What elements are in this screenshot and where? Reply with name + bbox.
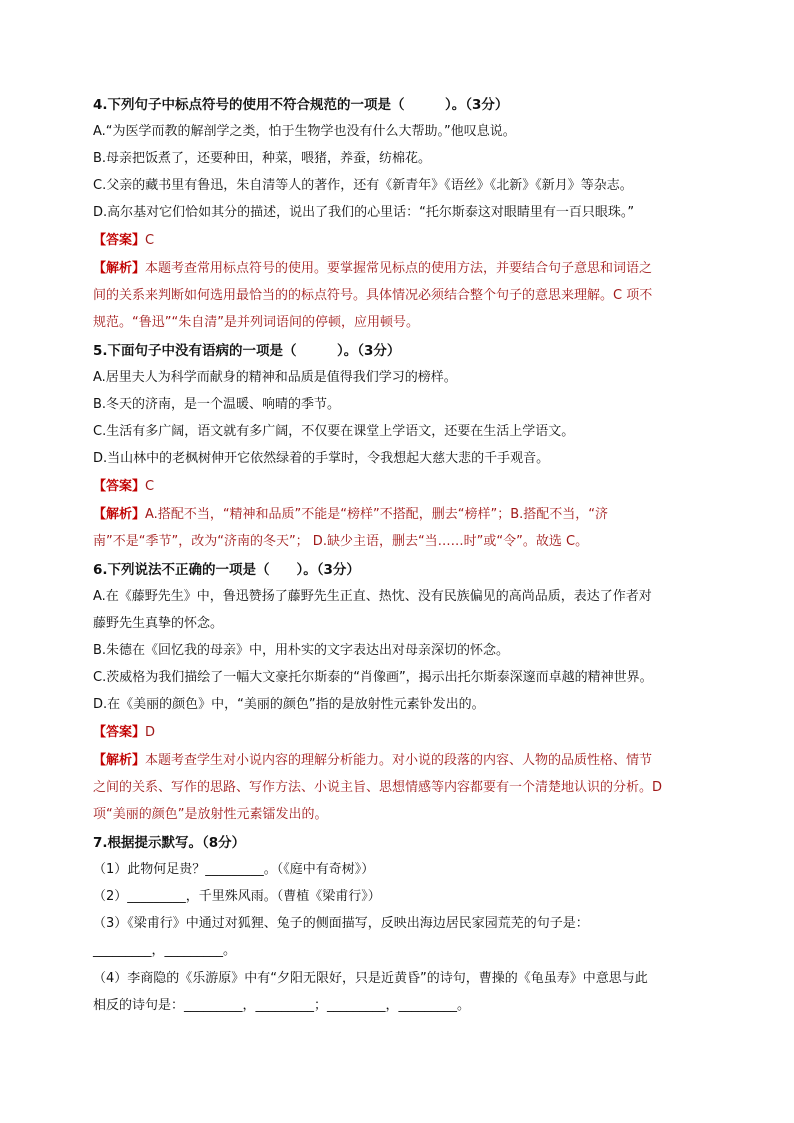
- analysis-text: 本题考查常用标点符号的使用。要掌握常见标点的使用方法，并要结合句子意思和词语之: [145, 261, 653, 276]
- answer-tag: 【答案】: [93, 233, 146, 248]
- question-7-item-2: （2）_________，千里殊风雨。（曹植《梁甫行》）: [93, 889, 381, 904]
- question-5-option-c: C.生活有多广阔，语文就有多广阔，不仅要在课堂上学语文，还要在生活上学语文。: [93, 424, 575, 439]
- question-4-analysis-line-2: 间的关系来判断如何选用最恰当的的标点符号。具体情况必须结合整个句子的意思来理解。C 项不: [93, 288, 653, 303]
- analysis-text: A.搭配不当，“精神和品质”不能是“榜样”不搭配，删去“榜样”；B.搭配不当，“济: [145, 507, 609, 522]
- answer-value: D: [145, 725, 156, 740]
- question-6-analysis-line-1: [93, 751, 652, 771]
- question-4-title: 4.下列句子中标点符号的使用不符合规范的一项是（ ）。（3分）: [93, 97, 509, 113]
- question-7-item-4-blanks: 相反的诗句是：_________，_________；_________，_________。: [93, 998, 471, 1013]
- question-7-item-1: （1）此物何足贵？_________。（《庭中有奇树》）: [93, 862, 375, 877]
- question-4-option-a: A.“为医学而教的解剖学之类，怕于生物学也没有什么大帮助。”他叹息说。: [93, 124, 516, 139]
- question-6-option-a: A.在《藤野先生》中，鲁迅赞扬了藤野先生正直、热忱、没有民族偏见的高尚品质，表达了作者对: [93, 589, 652, 604]
- question-5-option-d: D.当山林中的老枫树伸开它依然绿着的手掌时，令我想起大慈大悲的千手观音。: [93, 451, 550, 466]
- question-4-option-d: D.高尔基对它们恰如其分的描述，说出了我们的心里话：“托尔斯泰这对眼睛里有一百只眼珠。”: [93, 205, 635, 220]
- question-6-option-b: B.朱德在《回忆我的母亲》中，用朴实的文字表达出对母亲深切的怀念。: [93, 643, 510, 658]
- question-6-option-a-cont: 藤野先生真挚的怀念。: [93, 616, 224, 631]
- question-5-option-b: B.冬天的济南，是一个温暖、响晴的季节。: [93, 397, 341, 412]
- question-7-item-4: （4）李商隐的《乐游原》中有“夕阳无限好，只是近黄昏”的诗句，曹操的《龟虽寿》中意思与此: [93, 971, 648, 986]
- question-6-analysis-line-3: 项“美丽的颜色”是放射性元素镭发出的。: [93, 807, 328, 822]
- question-4-analysis-line-1: [93, 259, 652, 279]
- answer-value: C: [145, 233, 155, 248]
- analysis-text: 本题考查学生对小说内容的理解分析能力。对小说的段落的内容、人物的品质性格、情节: [145, 753, 653, 768]
- question-4-option-b: B.母亲把饭煮了，还要种田，种菜，喂猪，养蚕，纺棉花。: [93, 151, 432, 166]
- analysis-tag: 【解析】: [93, 507, 146, 522]
- question-4-option-c: C.父亲的藏书里有鲁迅，朱自清等人的著作，还有《新青年》《语丝》《北新》《新月》等杂志。: [93, 178, 633, 193]
- question-7-item-3-blanks: _________，_________。: [93, 943, 237, 958]
- question-5-analysis-line-2: 南”不是“季节”，改为“济南的冬天”； D.缺少主语，删去“当……时”或“令”。故选 C。: [93, 534, 589, 549]
- analysis-tag: 【解析】: [93, 261, 146, 276]
- question-6-option-d: D.在《美丽的颜色》中，“美丽的颜色”指的是放射性元素钋发出的。: [93, 697, 485, 712]
- question-5-analysis-line-1: [93, 505, 608, 525]
- question-4-analysis-line-3: 规范。“鲁迅”“朱自清”是并列词语间的停顿，应用顿号。: [93, 315, 419, 330]
- question-7-title: 7.根据提示默写。（8分）: [93, 835, 246, 851]
- question-7-item-3: （3）《梁甫行》中通过对狐狸、兔子的侧面描写，反映出海边居民家园荒芜的句子是：: [93, 916, 589, 931]
- answer-tag: 【答案】: [93, 725, 146, 740]
- question-5-title: 5.下面句子中没有语病的一项是（ ）。（3分）: [93, 343, 401, 359]
- question-6-option-c: C.茨威格为我们描绘了一幅大文豪托尔斯泰的“肖像画”，揭示出托尔斯泰深邃而卓越的精神世界。: [93, 670, 653, 685]
- question-6-analysis-line-2: 之间的关系、写作的思路、写作方法、小说主旨、思想情感等内容都要有一个清楚地认识的分析。D: [93, 780, 663, 795]
- question-6-title: 6.下列说法不正确的一项是（ ）。（3分）: [93, 562, 360, 578]
- question-5-option-a: A.居里夫人为科学而献身的精神和品质是值得我们学习的榜样。: [93, 370, 457, 385]
- question-4-answer: [93, 231, 154, 251]
- answer-value: C: [145, 479, 155, 494]
- question-5-answer: [93, 477, 154, 497]
- answer-tag: 【答案】: [93, 479, 146, 494]
- analysis-tag: 【解析】: [93, 753, 146, 768]
- question-6-answer: [93, 723, 155, 743]
